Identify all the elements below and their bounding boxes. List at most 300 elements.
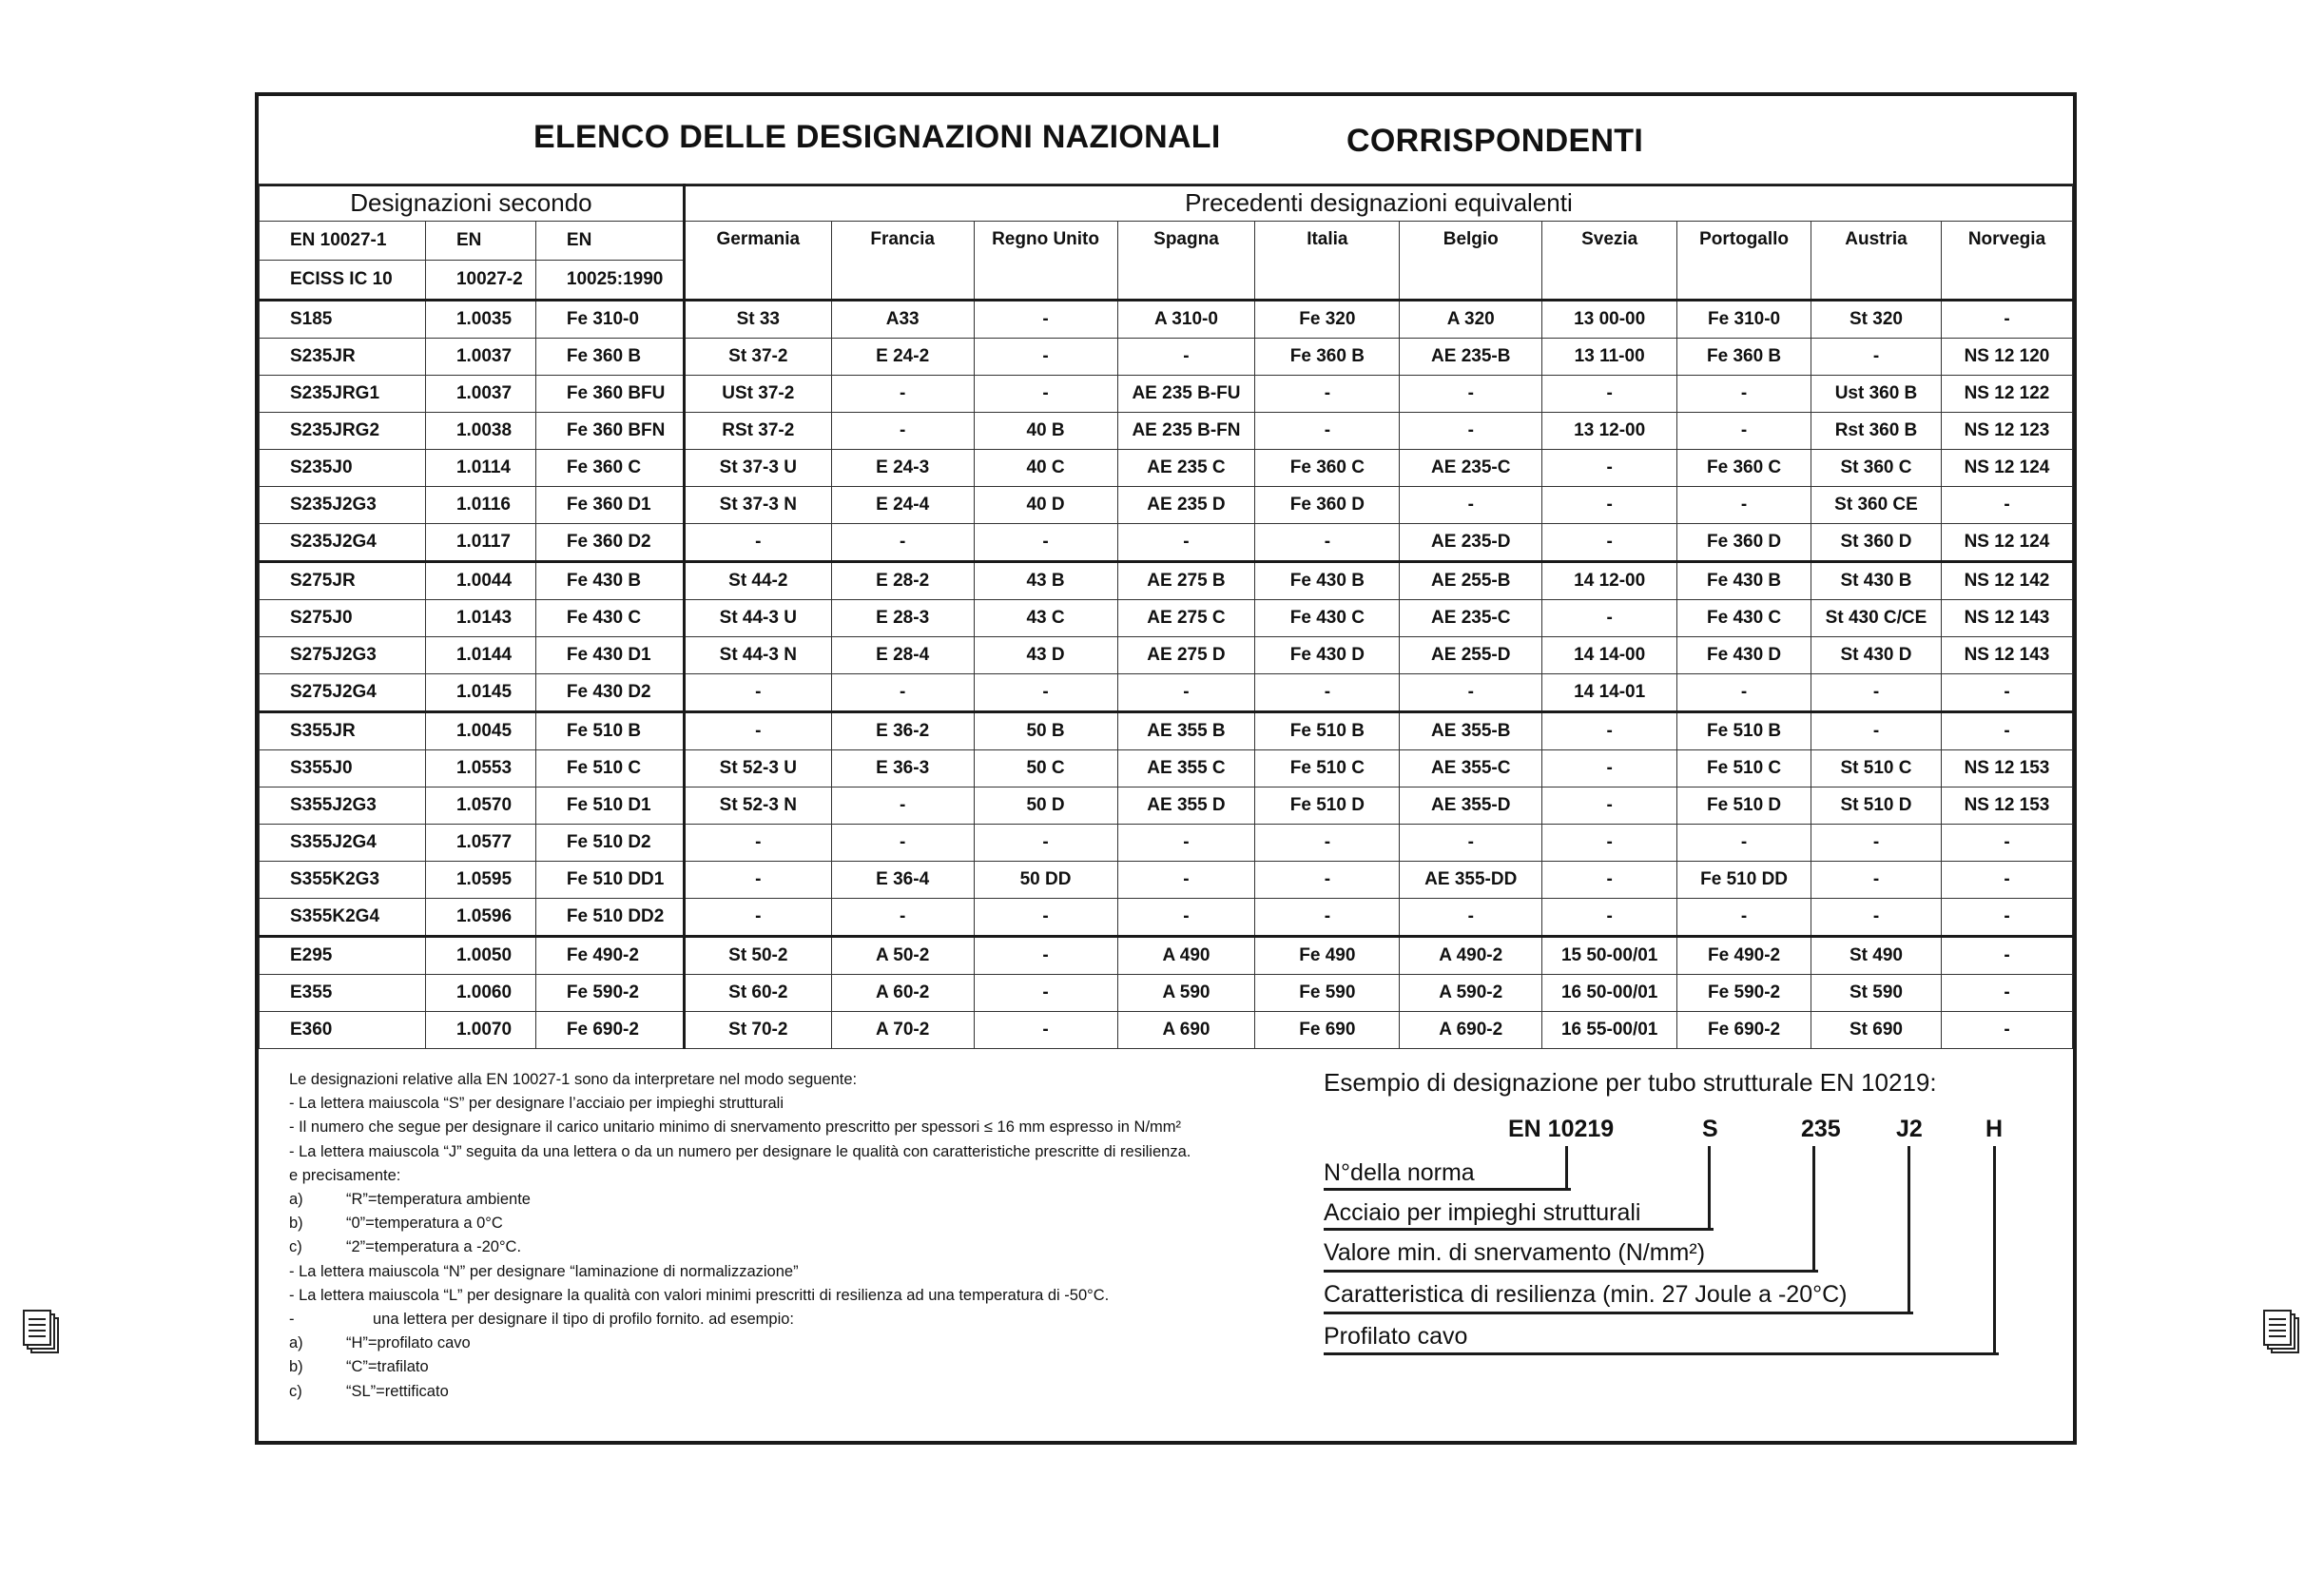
example-leader-line bbox=[1324, 1188, 1571, 1191]
table-cell: - bbox=[1677, 899, 1811, 937]
note-marker: - bbox=[289, 1311, 295, 1329]
table-cell: 1.0070 bbox=[425, 1012, 535, 1049]
table-cell: Fe 360 D bbox=[1255, 487, 1400, 524]
note-line bbox=[289, 1092, 1278, 1116]
left-header-cell: EN 10027-1 bbox=[260, 222, 426, 261]
note-line bbox=[289, 1380, 1278, 1404]
table-cell: A 490 bbox=[1117, 937, 1255, 975]
table-cell: 14 14-01 bbox=[1542, 674, 1677, 712]
table-cell: Fe 430 B bbox=[1677, 562, 1811, 600]
table-cell: S275JR bbox=[260, 562, 426, 600]
country-header: Norvegia bbox=[1941, 222, 2072, 301]
table-cell: AE 235 B-FN bbox=[1117, 413, 1255, 450]
table-cell: 1.0145 bbox=[425, 674, 535, 712]
table-cell: S235JR bbox=[260, 339, 426, 376]
note-text: - La lettera maiuscola “L” per designare la qualità con valori minimi prescritti di resilienza ad una temperatura di -50°C. bbox=[289, 1286, 1110, 1304]
table-cell: - bbox=[831, 413, 974, 450]
table-cell: Fe 690-2 bbox=[535, 1012, 684, 1049]
table-cell: AE 275 B bbox=[1117, 562, 1255, 600]
note-text: una lettera per designare il tipo di profilo fornito. ad esempio: bbox=[373, 1311, 795, 1329]
table-cell: A 690 bbox=[1117, 1012, 1255, 1049]
table-cell: E355 bbox=[260, 975, 426, 1012]
table-row bbox=[260, 450, 2073, 487]
table-cell: A33 bbox=[831, 301, 974, 339]
note-line bbox=[289, 1164, 1278, 1188]
table-cell: 1.0117 bbox=[425, 524, 535, 562]
table-cell: - bbox=[1117, 674, 1255, 712]
table-cell: 1.0060 bbox=[425, 975, 535, 1012]
table-cell: Fe 430 D bbox=[1255, 637, 1400, 674]
table-cell: 1.0116 bbox=[425, 487, 535, 524]
table-cell: E360 bbox=[260, 1012, 426, 1049]
table-cell: - bbox=[1941, 301, 2072, 339]
table-cell: St 320 bbox=[1811, 301, 1942, 339]
table-cell: St 510 C bbox=[1811, 750, 1942, 788]
table-cell: 15 50-00/01 bbox=[1542, 937, 1677, 975]
table-cell: Fe 360 D1 bbox=[535, 487, 684, 524]
table-cell: E 36-3 bbox=[831, 750, 974, 788]
table-cell: - bbox=[1400, 487, 1542, 524]
table-cell: S355K2G3 bbox=[260, 862, 426, 899]
table-cell: NS 12 122 bbox=[1941, 376, 2072, 413]
left-header-cell: 10027-2 bbox=[425, 261, 535, 301]
table-cell: - bbox=[684, 674, 831, 712]
table-row bbox=[260, 674, 2073, 712]
table-cell: Fe 510 D bbox=[1255, 788, 1400, 825]
table-cell: St 60-2 bbox=[684, 975, 831, 1012]
table-row bbox=[260, 562, 2073, 600]
note-text: “H”=profilato cavo bbox=[346, 1334, 471, 1352]
example-leader-line bbox=[1708, 1146, 1711, 1231]
note-marker: b) bbox=[289, 1215, 303, 1233]
table-cell: 14 14-00 bbox=[1542, 637, 1677, 674]
table-cell: AE 355 C bbox=[1117, 750, 1255, 788]
table-cell: AE 355 D bbox=[1117, 788, 1255, 825]
table-cell: AE 235-D bbox=[1400, 524, 1542, 562]
example-leader-line bbox=[1565, 1146, 1568, 1191]
table-cell: St 37-3 U bbox=[684, 450, 831, 487]
table-cell: Fe 430 B bbox=[1255, 562, 1400, 600]
table-cell: - bbox=[1811, 674, 1942, 712]
table-row bbox=[260, 600, 2073, 637]
table-cell: 50 DD bbox=[974, 862, 1117, 899]
table-cell: Rst 360 B bbox=[1811, 413, 1942, 450]
table-cell: - bbox=[1255, 376, 1400, 413]
example-leader-line bbox=[1324, 1228, 1714, 1231]
table-cell: - bbox=[1255, 825, 1400, 862]
table-row bbox=[260, 413, 2073, 450]
table-cell: AE 355-D bbox=[1400, 788, 1542, 825]
table-cell: A 310-0 bbox=[1117, 301, 1255, 339]
table-cell: - bbox=[1677, 487, 1811, 524]
table-cell: S355J2G3 bbox=[260, 788, 426, 825]
table-cell: Fe 360 C bbox=[1677, 450, 1811, 487]
note-marker: a) bbox=[289, 1334, 303, 1352]
table-cell: - bbox=[1400, 899, 1542, 937]
table-row bbox=[260, 862, 2073, 899]
left-header-cell: EN bbox=[535, 222, 684, 261]
table-cell: RSt 37-2 bbox=[684, 413, 831, 450]
table-cell: S355J2G4 bbox=[260, 825, 426, 862]
table-cell: - bbox=[1941, 937, 2072, 975]
table-cell: St 33 bbox=[684, 301, 831, 339]
table-cell: - bbox=[974, 674, 1117, 712]
table-cell: 1.0050 bbox=[425, 937, 535, 975]
table-cell: AE 235-C bbox=[1400, 600, 1542, 637]
table-cell: 1.0596 bbox=[425, 899, 535, 937]
note-text: e precisamente: bbox=[289, 1166, 401, 1184]
table-cell: Fe 490-2 bbox=[1677, 937, 1811, 975]
table-cell: St 50-2 bbox=[684, 937, 831, 975]
table-cell: Fe 490-2 bbox=[535, 937, 684, 975]
table-cell: 14 12-00 bbox=[1542, 562, 1677, 600]
table-cell: 13 12-00 bbox=[1542, 413, 1677, 450]
note-line bbox=[289, 1116, 1278, 1139]
table-cell: Fe 360 B bbox=[1677, 339, 1811, 376]
example-label: Acciaio per impieghi strutturali bbox=[1324, 1199, 1641, 1226]
document-icon-right[interactable] bbox=[2261, 1308, 2303, 1357]
table-cell: St 590 bbox=[1811, 975, 1942, 1012]
table-cell: St 360 D bbox=[1811, 524, 1942, 562]
table-cell: 1.0144 bbox=[425, 637, 535, 674]
table-cell: Fe 320 bbox=[1255, 301, 1400, 339]
table-cell: - bbox=[684, 825, 831, 862]
note-line bbox=[289, 1332, 1278, 1355]
table-cell: S275J2G3 bbox=[260, 637, 426, 674]
table-cell: - bbox=[1117, 825, 1255, 862]
table-cell: - bbox=[1542, 376, 1677, 413]
group-header-left: Designazioni secondo bbox=[260, 185, 685, 222]
table-cell: Fe 430 C bbox=[1677, 600, 1811, 637]
table-cell: 1.0577 bbox=[425, 825, 535, 862]
table-cell: St 360 CE bbox=[1811, 487, 1942, 524]
table-cell: - bbox=[1117, 339, 1255, 376]
table-cell: 50 D bbox=[974, 788, 1117, 825]
table-cell: Fe 430 D bbox=[1677, 637, 1811, 674]
table-cell: - bbox=[1811, 712, 1942, 750]
note-marker: a) bbox=[289, 1191, 303, 1209]
table-cell: A 60-2 bbox=[831, 975, 974, 1012]
note-line bbox=[289, 1284, 1278, 1308]
example-label: Valore min. di snervamento (N/mm²) bbox=[1324, 1239, 1706, 1266]
note-text: “R”=temperatura ambiente bbox=[346, 1191, 531, 1209]
table-cell: - bbox=[1811, 339, 1942, 376]
table-cell: - bbox=[1941, 899, 2072, 937]
table-cell: AE 255-B bbox=[1400, 562, 1542, 600]
table-cell: NS 12 143 bbox=[1941, 600, 2072, 637]
table-cell: - bbox=[1542, 750, 1677, 788]
table-cell: St 37-3 N bbox=[684, 487, 831, 524]
country-header: Francia bbox=[831, 222, 974, 301]
table-cell: - bbox=[1941, 975, 2072, 1012]
table-row bbox=[260, 750, 2073, 788]
table-group-header bbox=[260, 185, 2073, 222]
table-cell: S355K2G4 bbox=[260, 899, 426, 937]
table-cell: - bbox=[1542, 788, 1677, 825]
designations-table-frame bbox=[255, 92, 2077, 1445]
table-cell: St 690 bbox=[1811, 1012, 1942, 1049]
table-cell: Fe 510 D bbox=[1677, 788, 1811, 825]
table-cell: S275J0 bbox=[260, 600, 426, 637]
note-line bbox=[289, 1355, 1278, 1379]
table-cell: Fe 510 DD2 bbox=[535, 899, 684, 937]
table-cell: - bbox=[1811, 825, 1942, 862]
table-cell: - bbox=[1542, 899, 1677, 937]
table-cell: AE 355-C bbox=[1400, 750, 1542, 788]
table-cell: A 590 bbox=[1117, 975, 1255, 1012]
table-row bbox=[260, 825, 2073, 862]
note-line bbox=[289, 1068, 1278, 1092]
table-cell: St 510 D bbox=[1811, 788, 1942, 825]
table-cell: - bbox=[1117, 862, 1255, 899]
table-cell: S185 bbox=[260, 301, 426, 339]
table-cell: E295 bbox=[260, 937, 426, 975]
table-cell: NS 12 123 bbox=[1941, 413, 2072, 450]
table-cell: AE 235 C bbox=[1117, 450, 1255, 487]
table-cell: St 430 C/CE bbox=[1811, 600, 1942, 637]
table-row bbox=[260, 487, 2073, 524]
table-cell: NS 12 120 bbox=[1941, 339, 2072, 376]
table-cell: Ust 360 B bbox=[1811, 376, 1942, 413]
table-cell: - bbox=[1542, 450, 1677, 487]
table-cell: - bbox=[1811, 899, 1942, 937]
table-cell: - bbox=[974, 376, 1117, 413]
table-cell: - bbox=[1542, 524, 1677, 562]
table-cell: AE 275 D bbox=[1117, 637, 1255, 674]
table-cell: 1.0037 bbox=[425, 376, 535, 413]
table-cell: NS 12 153 bbox=[1941, 750, 2072, 788]
table-row bbox=[260, 1012, 2073, 1049]
table-cell: AE 355-B bbox=[1400, 712, 1542, 750]
country-header: Spagna bbox=[1117, 222, 1255, 301]
table-cell: - bbox=[1811, 862, 1942, 899]
example-title: Esempio di designazione per tubo strutturale EN 10219: bbox=[1324, 1068, 1937, 1097]
table-row bbox=[260, 937, 2073, 975]
table-cell: Fe 510 B bbox=[535, 712, 684, 750]
country-header: Austria bbox=[1811, 222, 1942, 301]
table-cell: E 24-4 bbox=[831, 487, 974, 524]
example-leader-line bbox=[1324, 1270, 1818, 1273]
table-cell: S355JR bbox=[260, 712, 426, 750]
document-icon-left[interactable] bbox=[21, 1308, 63, 1357]
table-cell: A 320 bbox=[1400, 301, 1542, 339]
table-cell: St 430 D bbox=[1811, 637, 1942, 674]
note-line bbox=[289, 1212, 1278, 1235]
note-line bbox=[289, 1235, 1278, 1259]
table-cell: - bbox=[1400, 674, 1542, 712]
table-cell: - bbox=[831, 825, 974, 862]
left-header-cell: ECISS IC 10 bbox=[260, 261, 426, 301]
table-cell: - bbox=[1941, 825, 2072, 862]
table-cell: - bbox=[1400, 413, 1542, 450]
designation-notes bbox=[289, 1068, 1278, 1404]
table-cell: A 490-2 bbox=[1400, 937, 1542, 975]
note-text: “2”=temperatura a -20°C. bbox=[346, 1238, 522, 1256]
table-cell: - bbox=[1542, 487, 1677, 524]
note-text: - La lettera maiuscola “N” per designare “laminazione di normalizzazione” bbox=[289, 1262, 799, 1280]
table-cell: Fe 310-0 bbox=[1677, 301, 1811, 339]
table-cell: Fe 430 B bbox=[535, 562, 684, 600]
table-cell: St 44-3 U bbox=[684, 600, 831, 637]
left-header-cell: 10025:1990 bbox=[535, 261, 684, 301]
table-cell: Fe 360 D2 bbox=[535, 524, 684, 562]
example-label: N°della norma bbox=[1324, 1159, 1475, 1186]
table-cell: A 590-2 bbox=[1400, 975, 1542, 1012]
table-cell: - bbox=[1941, 712, 2072, 750]
note-marker: c) bbox=[289, 1238, 302, 1256]
table-cell: Fe 490 bbox=[1255, 937, 1400, 975]
table-cell: 43 B bbox=[974, 562, 1117, 600]
table-cell: Fe 430 D2 bbox=[535, 674, 684, 712]
table-cell: 1.0037 bbox=[425, 339, 535, 376]
table-cell: S235JRG2 bbox=[260, 413, 426, 450]
example-code-part: H bbox=[1985, 1116, 2004, 1142]
table-cell: - bbox=[1677, 413, 1811, 450]
table-cell: 16 55-00/01 bbox=[1542, 1012, 1677, 1049]
note-text: - La lettera maiuscola “J” seguita da una lettera o da un numero per designare le qualità con caratteristiche prescritte di resilienza. bbox=[289, 1142, 1191, 1160]
table-cell: S235J2G4 bbox=[260, 524, 426, 562]
table-cell: - bbox=[684, 712, 831, 750]
table-cell: E 36-2 bbox=[831, 712, 974, 750]
table-cell: 43 C bbox=[974, 600, 1117, 637]
table-cell: AE 255-D bbox=[1400, 637, 1542, 674]
table-row bbox=[260, 788, 2073, 825]
note-text: “C”=trafilato bbox=[346, 1358, 429, 1376]
page-title-secondary: CORRISPONDENTI bbox=[1346, 123, 1644, 159]
table-cell: - bbox=[1941, 1012, 2072, 1049]
table-cell: Fe 510 C bbox=[1255, 750, 1400, 788]
note-line bbox=[289, 1260, 1278, 1284]
designations-table bbox=[259, 184, 2073, 1049]
table-cell: A 690-2 bbox=[1400, 1012, 1542, 1049]
table-cell: Fe 590 bbox=[1255, 975, 1400, 1012]
table-cell: NS 12 124 bbox=[1941, 524, 2072, 562]
country-header: Italia bbox=[1255, 222, 1400, 301]
table-cell: Fe 510 D1 bbox=[535, 788, 684, 825]
table-cell: Fe 310-0 bbox=[535, 301, 684, 339]
table-cell: A 70-2 bbox=[831, 1012, 974, 1049]
table-cell: NS 12 142 bbox=[1941, 562, 2072, 600]
table-cell: Fe 510 B bbox=[1677, 712, 1811, 750]
note-marker: b) bbox=[289, 1358, 303, 1376]
table-cell: 1.0038 bbox=[425, 413, 535, 450]
table-cell: - bbox=[1941, 674, 2072, 712]
table-cell: 1.0044 bbox=[425, 562, 535, 600]
example-code-part: S bbox=[1702, 1116, 1718, 1142]
table-cell: Fe 590-2 bbox=[535, 975, 684, 1012]
country-header: Germania bbox=[684, 222, 831, 301]
table-cell: - bbox=[1542, 712, 1677, 750]
table-cell: 50 C bbox=[974, 750, 1117, 788]
table-cell: Fe 510 DD bbox=[1677, 862, 1811, 899]
table-cell: 1.0570 bbox=[425, 788, 535, 825]
table-cell: A 50-2 bbox=[831, 937, 974, 975]
example-leader-line bbox=[1908, 1146, 1910, 1314]
table-cell: Fe 690-2 bbox=[1677, 1012, 1811, 1049]
note-text: “0”=temperatura a 0°C bbox=[346, 1215, 503, 1233]
table-cell: USt 37-2 bbox=[684, 376, 831, 413]
note-text: - Il numero che segue per designare il carico unitario minimo di snervamento prescritto per spessori ≤ 16 mm espresso in N/mm² bbox=[289, 1118, 1182, 1137]
table-cell: - bbox=[1542, 862, 1677, 899]
table-cell: - bbox=[1400, 825, 1542, 862]
table-cell: S235JRG1 bbox=[260, 376, 426, 413]
table-cell: 1.0045 bbox=[425, 712, 535, 750]
table-cell: - bbox=[831, 899, 974, 937]
table-cell: Fe 360 B bbox=[1255, 339, 1400, 376]
table-cell: - bbox=[974, 524, 1117, 562]
table-cell: - bbox=[1255, 899, 1400, 937]
table-cell: AE 275 C bbox=[1117, 600, 1255, 637]
table-cell: Fe 510 C bbox=[1677, 750, 1811, 788]
table-cell: E 28-2 bbox=[831, 562, 974, 600]
table-row bbox=[260, 975, 2073, 1012]
table-row bbox=[260, 376, 2073, 413]
left-header-cell: EN bbox=[425, 222, 535, 261]
table-cell: E 36-4 bbox=[831, 862, 974, 899]
table-cell: - bbox=[831, 524, 974, 562]
table-cell: - bbox=[1542, 825, 1677, 862]
table-cell: AE 235 D bbox=[1117, 487, 1255, 524]
table-row bbox=[260, 524, 2073, 562]
table-cell: St 360 C bbox=[1811, 450, 1942, 487]
table-cell: St 52-3 N bbox=[684, 788, 831, 825]
table-cell: AE 235 B-FU bbox=[1117, 376, 1255, 413]
table-cell: St 52-3 U bbox=[684, 750, 831, 788]
table-cell: S235J0 bbox=[260, 450, 426, 487]
table-cell: - bbox=[684, 899, 831, 937]
table-row bbox=[260, 899, 2073, 937]
table-cell: E 24-3 bbox=[831, 450, 974, 487]
table-cell: 13 00-00 bbox=[1542, 301, 1677, 339]
table-cell: - bbox=[1255, 674, 1400, 712]
table-row bbox=[260, 339, 2073, 376]
table-cell: Fe 360 BFU bbox=[535, 376, 684, 413]
table-cell: - bbox=[974, 1012, 1117, 1049]
country-header: Svezia bbox=[1542, 222, 1677, 301]
table-cell: - bbox=[1255, 413, 1400, 450]
table-cell: E 28-3 bbox=[831, 600, 974, 637]
table-cell: Fe 430 C bbox=[1255, 600, 1400, 637]
table-cell: St 430 B bbox=[1811, 562, 1942, 600]
table-cell: S275J2G4 bbox=[260, 674, 426, 712]
table-cell: St 44-2 bbox=[684, 562, 831, 600]
table-row bbox=[260, 301, 2073, 339]
table-cell: - bbox=[1117, 524, 1255, 562]
example-leader-line bbox=[1324, 1352, 1999, 1355]
table-cell: Fe 430 D1 bbox=[535, 637, 684, 674]
table-cell: - bbox=[1117, 899, 1255, 937]
table-cell: Fe 690 bbox=[1255, 1012, 1400, 1049]
table-row bbox=[260, 712, 2073, 750]
example-code-part: J2 bbox=[1896, 1116, 1923, 1142]
table-cell: Fe 360 BFN bbox=[535, 413, 684, 450]
table-cell: - bbox=[1941, 487, 2072, 524]
table-cell: 50 B bbox=[974, 712, 1117, 750]
table-cell: AE 235-B bbox=[1400, 339, 1542, 376]
table-cell: Fe 510 C bbox=[535, 750, 684, 788]
table-cell: - bbox=[1677, 674, 1811, 712]
table-cell: AE 355-DD bbox=[1400, 862, 1542, 899]
table-cell: AE 355 B bbox=[1117, 712, 1255, 750]
table-cell: - bbox=[831, 376, 974, 413]
table-cell: - bbox=[1677, 376, 1811, 413]
table-cell: - bbox=[1677, 825, 1811, 862]
table-cell: St 70-2 bbox=[684, 1012, 831, 1049]
country-header: Regno Unito bbox=[974, 222, 1117, 301]
country-header: Belgio bbox=[1400, 222, 1542, 301]
table-cell: 1.0143 bbox=[425, 600, 535, 637]
note-text: - La lettera maiuscola “S” per designare l’acciaio per impieghi strutturali bbox=[289, 1095, 784, 1113]
